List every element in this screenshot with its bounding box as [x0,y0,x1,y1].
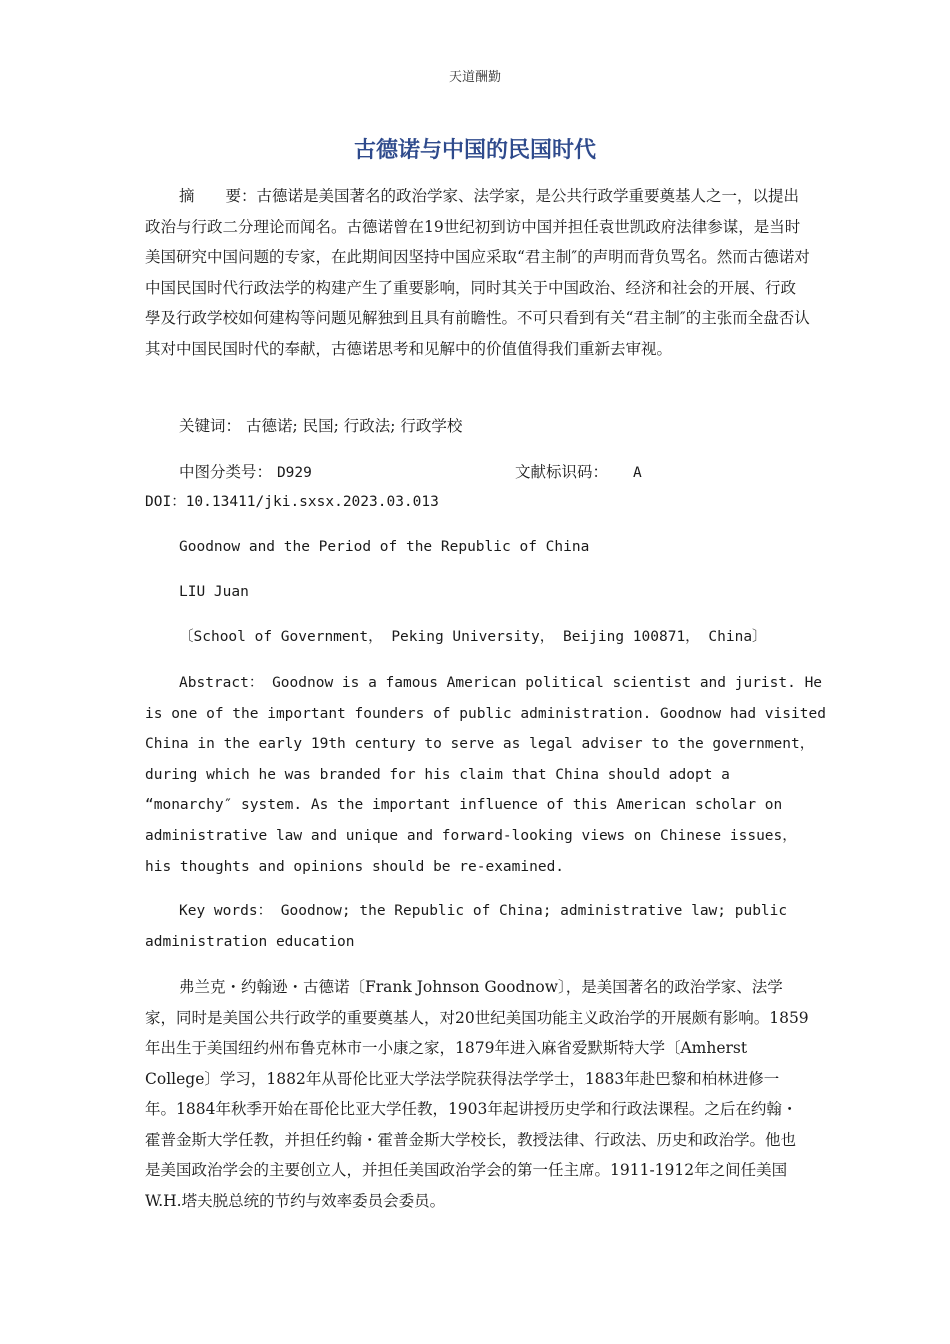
abstract-text: 古德诺是美国著名的政治学家、法学家，是公共行政学重要奠基人之一，以提出政治与行政二分理论而闻名。古德诺曾在19世纪初到访中国并担任袁世凯政府法律参谋，是当时美国研究中国问题的专家，在此期间因坚持中国应采取“君主制″的声明而背负骂名。然而古德诺对中国民国时代行政法学的构建产生了重要影响，同时其关于中国政治、经济和社会的开展、行政學及行政学校如何建构等问题见解独到且具有前瞻性。不可只看到有关“君主制″的主张而全盘否认其对中国民国时代的奉献，古德诺思考和见解中的价值值得我们重新去审视。 [145,187,810,358]
abstract-label: 摘 要： [179,187,257,205]
english-keywords-line: administration education [145,933,355,950]
keywords-label: 关键词： [179,417,242,435]
english-abstract-line: is one of the important founders of public administration. Goodnow had visited [145,705,826,722]
doc-code-line [515,457,642,489]
english-abstract-line: during which he was branded for his claim that China should adopt a [145,766,730,783]
english-abstract-line: China in the early 19th century to serve as legal adviser to the government， [145,736,815,753]
doc-code-label: 文献标识码： [515,463,609,481]
body-paragraph: 弗兰克・约翰逊・古德诺〔Frank Johnson Goodnow〕，是美国著名的政治学家、法学家，同时是美国公共行政学的重要奠基人，对20世纪美国功能主义政治学的开展颇有影响。1859年出生于美国纽约州布鲁克林市一小康之家，1879年进入麻省爱默斯特大学〔Amherst College〕学习，1882年从哥伦比亚大学法学院获得法学学士，1883年赴巴黎和柏林进修一年。1884年秋季开始在哥伦比亚大学任教，1903年起讲授历史学和行政法课程。之后在约翰・霍普金斯大学任教，并担任约翰・霍普金斯大学校长，教授法律、行政法、历史和政治学。他也是美国政治学会的主要创立人，并担任美国政治学会的第一任主席。1911-1912年之间任美国 W.H.塔夫脱总统的节约与效率委员会委员。 [145,978,809,1210]
running-head: 天道酬勤 [448,70,501,85]
english-abstract [145,668,826,882]
doc-code-value: A [632,465,642,481]
english-author: LIU Juan [179,584,249,600]
article-title: 古德诺与中国的民国时代 [353,138,596,163]
english-keywords [145,896,810,957]
english-abstract-line: Abstract： Goodnow is a famous American political scientist and jurist. He [179,675,823,691]
english-abstract-line: administrative law and unique and forward-looking views on Chinese issues， [145,827,797,844]
chinese-abstract [145,181,810,364]
keywords-value: 古德诺; 民国; 行政法; 行政学校 [245,417,463,435]
clc-value: D929 [276,465,312,481]
english-abstract-line: his thoughts and opinions should be re-examined. [145,858,565,875]
keywords-line [179,411,462,442]
english-keywords-line: Key words： Goodnow; the Republic of China; administrative law; public [179,903,788,919]
english-abstract-line: “monarchy″ system. As the important influence of this American scholar on [145,797,783,814]
doi-line: DOI：10.13411/jki.sxsx.2023.03.013 [145,494,439,510]
clc-label: 中图分类号： [179,463,273,481]
english-title: Goodnow and the Period of the Republic of China [179,539,590,555]
clc-line [179,457,312,489]
english-affiliation: 〔School of Government， Peking University， Beijing 100871， China〕 [179,629,767,645]
